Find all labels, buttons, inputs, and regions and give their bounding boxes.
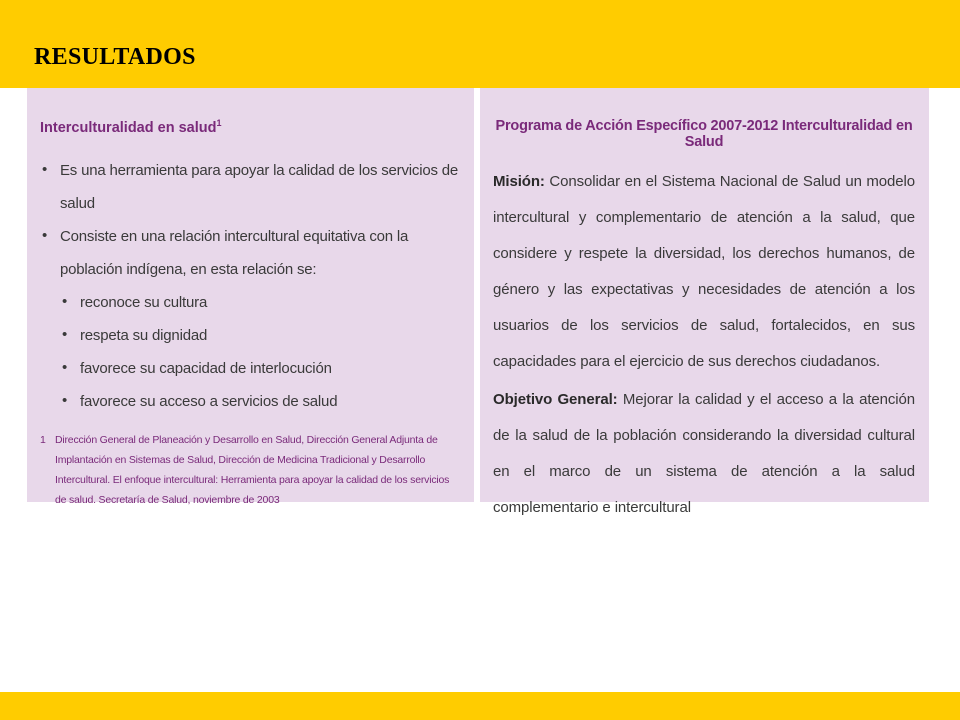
right-panel xyxy=(480,88,929,516)
sub-list-item: • respeta su dignidad xyxy=(60,319,462,352)
list-item-text: Consiste en una relación intercultural equitativa con la población indígena, en esta relación se: xyxy=(60,227,409,278)
footer-bar xyxy=(0,692,960,720)
mision-label: Misión: xyxy=(493,173,545,190)
footnote-text: Dirección General de Planeación y Desarrollo en Salud, Dirección General Adjunta de Implantación en Sistemas de Salud, Dirección de Medicina Tradicional y Desarrollo Intercultural. El enfoque intercultural: Herramienta para apoyar la calidad de los servicios de salud. Secretaría de Salud, noviembre de 2003 xyxy=(55,433,450,506)
list-item xyxy=(40,220,462,418)
list-item: • Es una herramienta para apoyar la calidad de los servicios de salud xyxy=(40,154,462,220)
footnote-number: 1 xyxy=(40,433,46,446)
footnote-ref: 1 xyxy=(216,118,222,128)
left-heading-text: Interculturalidad en salud xyxy=(40,119,217,136)
mision-text: Consolidar en el Sistema Nacional de Salud un modelo intercultural y complementario de atención a la salud, que considere y respete la diversidad, los derechos humanos, de género y las expectativas y necesidades de atención a los usuarios de los servicios de salud, fortalecidos, en sus capacidades para el ejercicio de sus derechos ciudadanos. xyxy=(493,173,915,370)
sub-list-item: • favorece su capacidad de interlocución xyxy=(60,352,462,385)
objetivo-paragraph xyxy=(493,382,915,526)
slide-title: RESULTADOS xyxy=(34,44,196,70)
right-panel-heading: Programa de Acción Específico 2007-2012 Interculturalidad en Salud xyxy=(495,118,913,150)
footnote xyxy=(40,430,462,510)
sub-list-item: • reconoce su cultura xyxy=(60,286,462,319)
left-panel xyxy=(27,88,474,506)
sub-bullet-list xyxy=(60,286,462,418)
objetivo-label: Objetivo General: xyxy=(493,391,618,408)
sub-list-item: • favorece su acceso a servicios de salud xyxy=(60,385,462,418)
bullet-list xyxy=(40,154,462,418)
mision-paragraph xyxy=(493,164,915,380)
left-panel-heading xyxy=(40,118,462,136)
objetivo-text: Mejorar la calidad y el acceso a la atención de la salud de la población considerando la diversidad cultural en el marco de un sistema de atención a la salud complementario e intercultural xyxy=(493,391,915,516)
